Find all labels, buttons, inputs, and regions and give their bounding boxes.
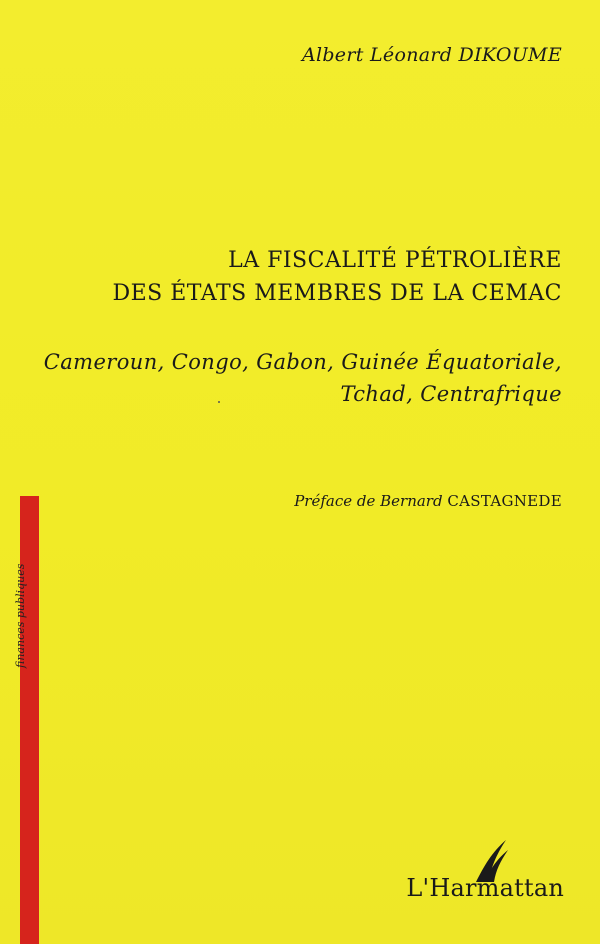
book-subtitle-line-2: Tchad, Centrafrique xyxy=(340,382,562,406)
preface-author: CASTAGNEDE xyxy=(447,492,562,510)
author-name: Albert Léonard DIKOUME xyxy=(301,44,562,66)
book-subtitle-line-1: Cameroun, Congo, Gabon, Guinée Équatoriale, xyxy=(43,350,562,374)
preface-credit xyxy=(294,492,562,510)
publisher-name: L'Harmattan xyxy=(406,874,564,902)
book-subtitle xyxy=(44,346,562,410)
book-title xyxy=(112,244,562,310)
book-title-line-1: LA FISCALITÉ PÉTROLIÈRE xyxy=(228,248,562,273)
series-label: finances publiques xyxy=(14,563,27,668)
book-title-line-2: DES ÉTATS MEMBRES DE LA CEMAC xyxy=(112,281,562,306)
preface-prefix: Préface de Bernard xyxy=(294,492,443,510)
